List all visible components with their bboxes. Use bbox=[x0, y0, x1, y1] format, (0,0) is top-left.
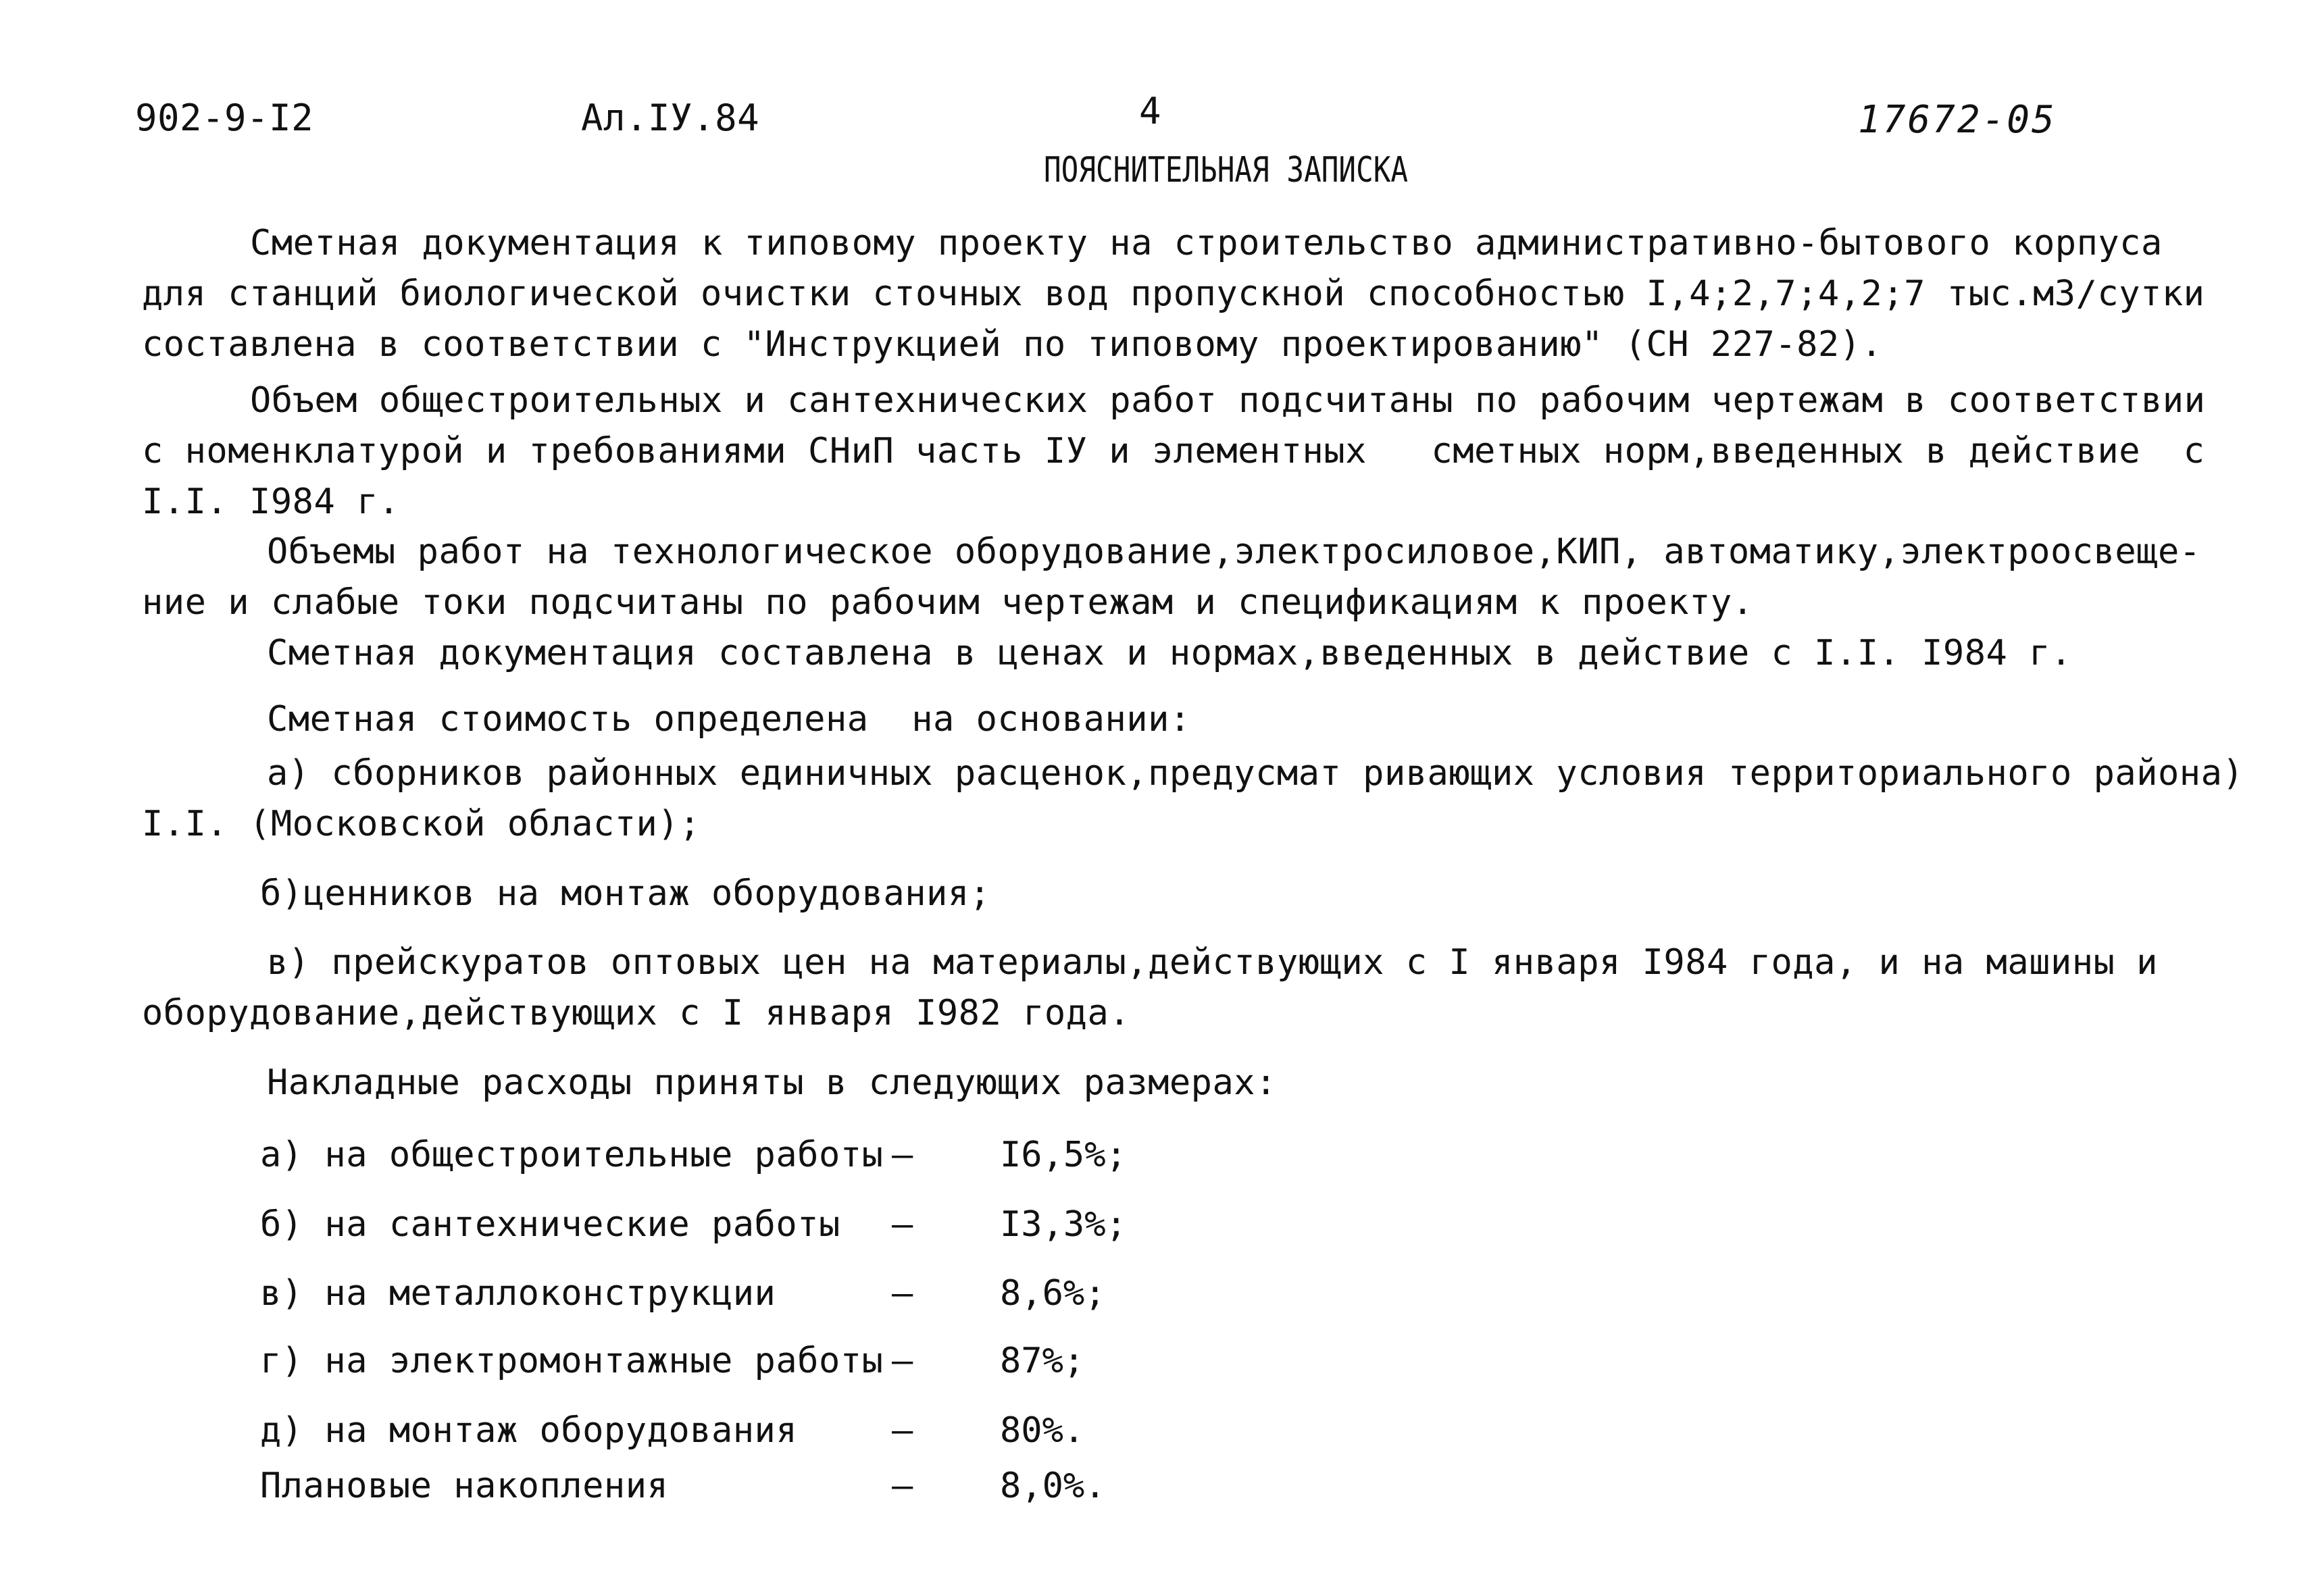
paragraph-line: Объем общестроительных и сантехнических работ подсчитаны по рабочим чертежам в соответствии bbox=[250, 380, 2206, 421]
page-title: ПОЯСНИТЕЛЬНАЯ ЗАПИСКА bbox=[1044, 150, 1409, 190]
rate-dash: – bbox=[892, 1273, 913, 1314]
paragraph-line: с номенклатурой и требованиями СНиП часть IУ и элементных сметных норм,введенных в действие с bbox=[142, 431, 2205, 471]
rate-dash: – bbox=[892, 1204, 913, 1245]
paragraph-line: Сметная стоимость определена на основании: bbox=[267, 699, 1191, 740]
rate-value: 8,6%; bbox=[1000, 1273, 1106, 1314]
rate-value: 87%; bbox=[1000, 1341, 1085, 1381]
paragraph-line: I.I. I984 г. bbox=[142, 482, 400, 522]
rate-label: б) на сантехнические работы bbox=[260, 1204, 840, 1245]
album-code: Ал.IУ.84 bbox=[581, 97, 760, 139]
rate-value: I6,5%; bbox=[1000, 1135, 1127, 1175]
rate-label: в) на металлоконструкции bbox=[260, 1273, 776, 1314]
rate-label: д) на монтаж оборудования bbox=[260, 1410, 798, 1451]
rate-dash: – bbox=[892, 1135, 913, 1175]
rate-label: а) на общестроительные работы bbox=[260, 1135, 884, 1175]
paragraph-line: составлена в соответствии с "Инструкцией по типовому проектированию" (СН 227-82). bbox=[142, 324, 1883, 365]
rate-value: I3,3%; bbox=[1000, 1204, 1127, 1245]
list-item: оборудование,действующих с I января I982 года. bbox=[142, 993, 1131, 1033]
overhead-intro: Накладные расходы приняты в следующих размерах: bbox=[267, 1062, 1277, 1103]
rate-dash: – bbox=[892, 1466, 913, 1506]
list-item: б)ценников на монтаж оборудования; bbox=[260, 873, 991, 914]
rate-label: Плановые накопления bbox=[260, 1466, 669, 1506]
rate-value: 80%. bbox=[1000, 1410, 1085, 1451]
series-code: 902-9-I2 bbox=[135, 97, 314, 139]
paragraph-line: ние и слабые токи подсчитаны по рабочим чертежам и спецификациям к проекту. bbox=[142, 582, 1754, 623]
paragraph-line: Сметная документация составлена в ценах и нормах,введенных в действие с I.I. I984 г. bbox=[267, 633, 2072, 673]
list-item: I.I. (Московской области); bbox=[142, 804, 701, 844]
rate-dash: – bbox=[892, 1341, 913, 1381]
rate-dash: – bbox=[892, 1410, 913, 1451]
paragraph-line: Объемы работ на технологическое оборудование,электросиловое,КИП, автоматику,электроосвеще- bbox=[267, 532, 2201, 572]
paragraph-line: для станций биологической очистки сточных вод пропускной способностью I,4;2,7;4,2;7 тыс.м3/сутки bbox=[142, 274, 2205, 314]
paragraph-line: Сметная документация к типовому проекту на строительство административно-бытового корпуса bbox=[250, 223, 2163, 263]
list-item: а) сборников районных единичных расценок,предусмат ривающих условия территориального района) bbox=[267, 753, 2244, 794]
page-number: 4 bbox=[1139, 90, 1162, 132]
document-number-stamp: 17672-05 bbox=[1858, 98, 2057, 142]
list-item: в) прейскуратов оптовых цен на материалы,действующих с I января I984 года, и на машины и bbox=[267, 942, 2158, 983]
rate-value: 8,0%. bbox=[1000, 1466, 1106, 1506]
rate-label: г) на электромонтажные работы bbox=[260, 1341, 884, 1381]
